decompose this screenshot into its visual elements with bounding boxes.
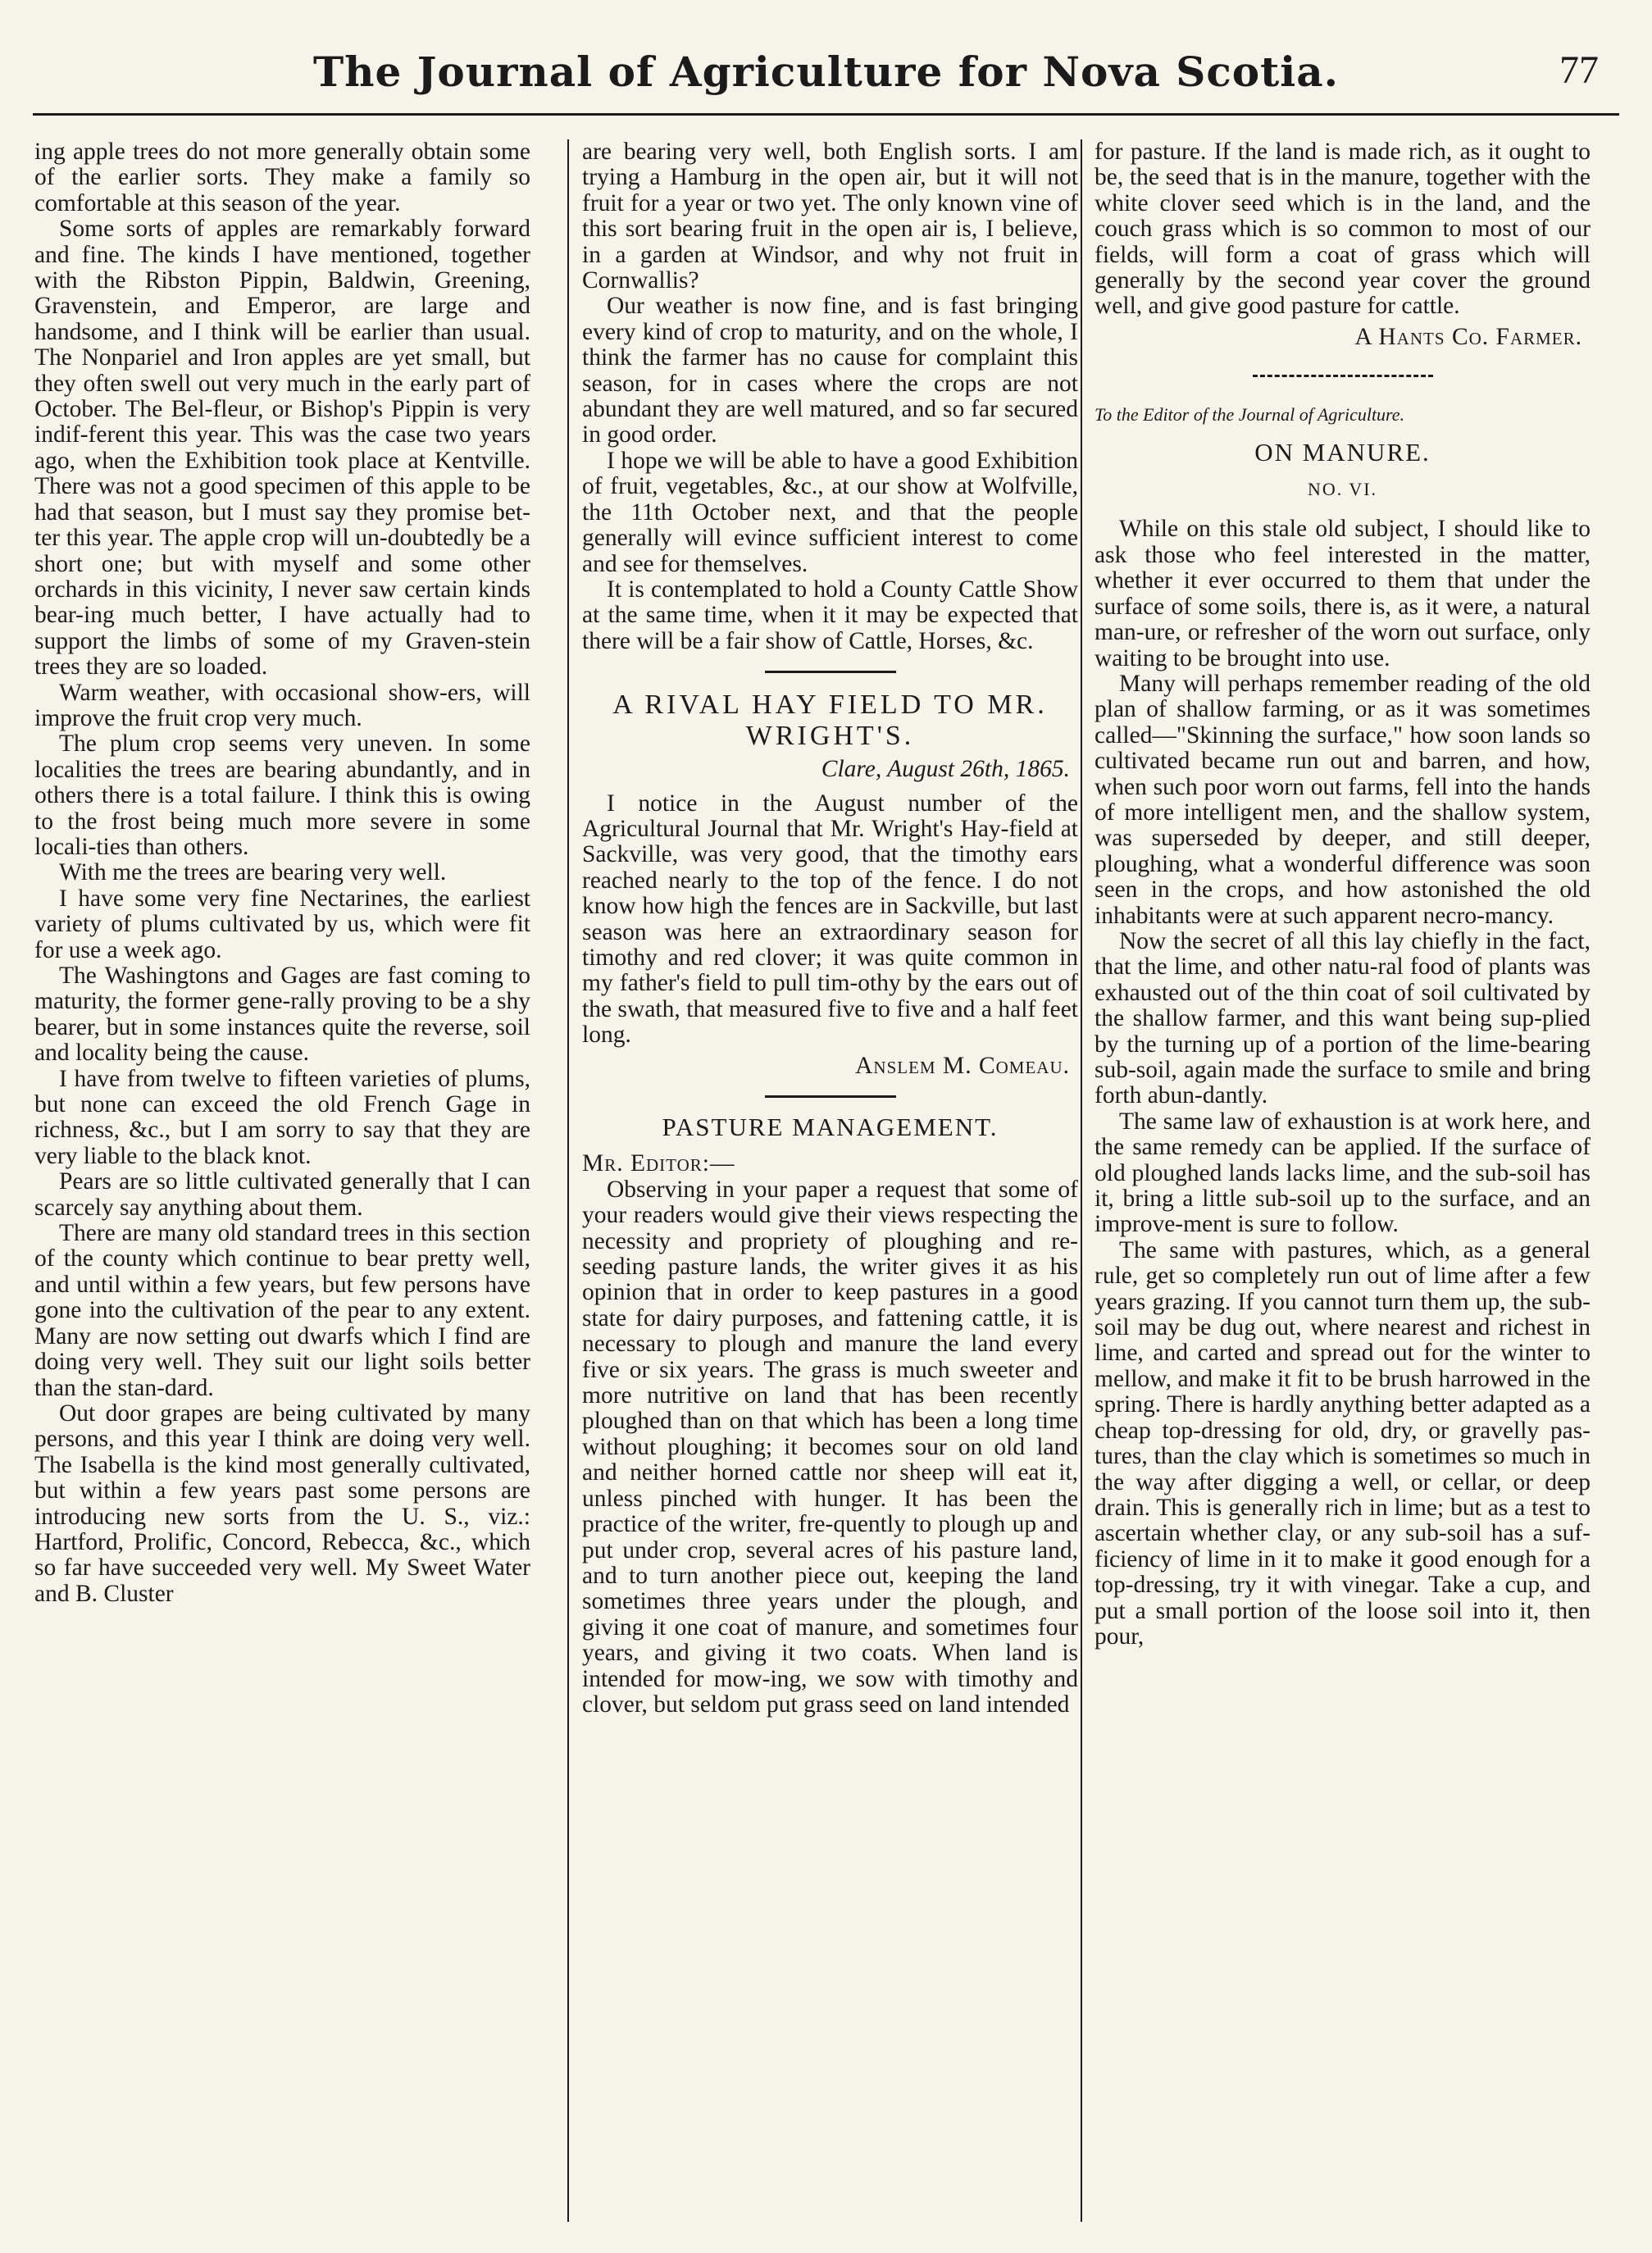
section-rule xyxy=(765,671,896,673)
paragraph: It is contemplated to hold a County Cattle Show at the same time, when it it may be expected that there will be a fair show of Cattle, Horses, &c. xyxy=(582,576,1078,654)
paragraph: The same with pastures, which, as a general rule, get so completely run out of lime after a few years grazing. If you cannot turn them up, the sub-soil may be dug out, where nearest and richest in lime, and carted and spread out for the winter to mellow, and make it fit to be brush harrowed in the spring. There is hardly anything better adapted as a cheap top-dressing for old, dry, or gravelly pas-tures, than the clay which is sometimes so much in the way after digging a well, or cellar, or deep drain. This is generally rich in lime; but as a test to ascertain whether clay, or any sub-soil has a suf-ficiency of lime in it to make it good enough for a top-dressing, try it with vinegar. Take a cup, and put a small portion of the loose soil into it, then pour, xyxy=(1095,1236,1591,1650)
paragraph: The plum crop seems very uneven. In some localities the trees are bearing abundantly, and in others there is a total failure. I think this is owing to the frost being much more severe in some locali-ties than others. xyxy=(34,731,530,860)
paragraph: There are many old standard trees in this section of the county which continue to bear pretty well, and until within a few years, but few persons have gone into the cultivation of the pear to any extent. Many are now setting out dwarfs which I find are doing very well. They suit our light soils better than the stan-dard. xyxy=(34,1220,530,1401)
paragraph: Warm weather, with occasional show-ers, will improve the fruit crop very much. xyxy=(34,679,530,731)
article-number: NO. VI. xyxy=(1307,479,1378,500)
page-number: 77 xyxy=(1559,48,1599,92)
paragraph: I hope we will be able to have a good Exhibition of fruit, vegetables, &c., at our show at Wolfville, the 11th October next, and that the people generally will evince sufficient interest to come and see for themselves. xyxy=(582,447,1078,577)
paragraph: ing apple trees do not more generally obtain some of the earlier sorts. They make a family so comfortable at this season of the year. xyxy=(34,139,530,216)
journal-title: The Journal of Agriculture for Nova Scotia. xyxy=(312,48,1340,96)
paragraph: While on this stale old subject, I should like to ask those who feel interested in the matter, whether it ever occurred to them that under the surface of some soils, there is, as it were, a natural man-ure, or refresher of the worn out surface, only waiting to be brought into use. xyxy=(1095,516,1591,671)
column-middle xyxy=(582,139,1078,2222)
paragraph: Some sorts of apples are remarkably forward and fine. The kinds I have mentioned, together with the Ribston Pippin, Baldwin, Greening, Gravenstein, and Emperor, are large and handsome, and I think will be earlier than usual. The Nonpariel and Iron apples are yet small, but they often swell out very much in the early part of October. The Bel-fleur, or Bishop's Pippin is very indif-ferent this year. This was the case two years ago, when the Exhibition took place at Kentville. There was not a good specimen of this apple to be had that season, but I must say they promise bet-ter this year. The apple crop will un-doubtedly be a short one; but with myself and some other orchards in this vicinity, I never saw certain kinds bear-ing much better, I have actually had to support the limbs of some of my Graven-stein trees they are so loaded. xyxy=(34,216,530,680)
header-rule xyxy=(33,113,1619,116)
article-title-rival-hay-field: A RIVAL HAY FIELD TO MR. WRIGHT'S. xyxy=(612,690,1048,752)
paragraph: Now the secret of all this lay chiefly in the fact, that the lime, and other natu-ral food of plants was exhausted out of the thin coat of soil cultivated by the shallow farmer, and this want being sup-plied by the turning up of a portion of the lime-bearing sub-soil, again made the surface to smile and bring forth abun-dantly. xyxy=(1095,927,1591,1109)
column-left xyxy=(34,139,530,2222)
paragraph: Pears are so little cultivated generally that I can scarcely say anything about them. xyxy=(34,1168,530,1221)
paragraph: The Washingtons and Gages are fast coming to maturity, the former gene-rally proving to be a shy bearer, but in some instances quite the reverse, soil and locality being the cause. xyxy=(34,963,530,1067)
paragraph: With me the trees are bearing very well. xyxy=(59,859,447,886)
column-divider xyxy=(567,139,569,2222)
article-signature: A Hants Co. Farmer. xyxy=(1354,323,1582,350)
paragraph: Observing in your paper a request that some of your readers would give their views respecting the necessity and propriety of ploughing and re-seeding pasture lands, the writer gives it as his opinion that in order to keep pastures in a good state for dairy purposes, and fattening cattle, it is necessary to plough and manure the land every five or six years. The grass is much sweeter and more nutritive on land that has been recently ploughed than on that which has been a long time without ploughing; it becomes sour on old land and neither horned cattle nor sheep will eat it, unless pinched with hunger. It has been the practice of the writer, fre-quently to plough up and put under crop, several acres of his pasture land, and to turn another piece out, keeping the land sometimes three years under the plough, and giving it one coat of manure, and sometimes four years, and giving it two coats. When land is intended for mow-ing, we sow with timothy and clover, but seldom put grass seed on land intended xyxy=(582,1176,1078,1718)
article-signature: Anslem M. Comeau. xyxy=(855,1052,1070,1079)
column-divider xyxy=(1081,139,1082,2222)
paragraph: Our weather is now fine, and is fast bringing every kind of crop to maturity, and on the whole, I think the farmer has no cause for complaint this season, for in cases where the crops are not abundant they are well matured, and so far secured in good order. xyxy=(582,293,1078,448)
page-header xyxy=(33,48,1619,97)
paragraph: I have from twelve to fifteen varieties of plums, but none can exceed the old French Gage in richness, &c., but I am sorry to say that they are very liable to the black knot. xyxy=(34,1065,530,1169)
paragraph: The same law of exhaustion is at work here, and the same remedy can be applied. If the surface of old ploughed lands lacks lime, and the sub-soil has it, bring a little sub-soil up to the surface, and an improve-ment is sure to follow. xyxy=(1095,1108,1591,1238)
section-rule xyxy=(765,1095,896,1098)
column-right xyxy=(1095,139,1591,2222)
salutation: Mr. Editor:— xyxy=(582,1150,735,1177)
paragraph: for pasture. If the land is made rich, as it ought to be, the seed that is in the manure, together with the white clover seed which is in the land, and the couch grass which is so common to most of our fields, will form a coat of grass which will generally by the second year cover the ground well, and give good pasture for cattle. xyxy=(1095,139,1591,320)
section-rule xyxy=(1253,375,1433,377)
paragraph: I notice in the August number of the Agricultural Journal that Mr. Wright's Hay-field at Sackville, was very good, that the timothy ears reached nearly to the top of the fence. I do not know how high the fences are in Sackville, but last season was here an extraordinary season for timothy and red clover; it was quite common in my father's field to pull tim-othy by the ears out of the swath, that measured five to five and a half feet long. xyxy=(582,790,1078,1049)
article-title-on-manure: ON MANURE. xyxy=(1254,437,1431,467)
article-title-pasture-management: PASTURE MANAGEMENT. xyxy=(662,1113,999,1141)
article-dateline: Clare, August 26th, 1865. xyxy=(821,756,1070,783)
paragraph: Many will perhaps remember reading of the old plan of shallow farming, or as it was sometimes called—"Skinning the surface," how soon lands so cultivated became run out and barren, and how, when such poor worn out farms, fell into the hands of more intelligent men, and the shallow system, was superseded by deeper, and still deeper, ploughing, what a wonderful difference was soon seen in the crops, and how astonished the old inhabitants were at such apparent necro-mancy. xyxy=(1095,670,1591,929)
paragraph: are bearing very well, both English sorts. I am trying a Hamburg in the open air, but it will not fruit for a year or two yet. The only known vine of this sort bearing fruit in the open air is, I believe, in a garden at Windsor, and why not fruit in Cornwallis? xyxy=(582,139,1078,294)
paragraph: Out door grapes are being cultivated by many persons, and this year I think are doing very well. The Isabella is the kind most generally cultivated, but within a few years past some persons are introducing new sorts from the U. S., viz.: Hartford, Prolific, Concord, Rebecca, &c., which so far have succeeded very well. My Sweet Water and B. Cluster xyxy=(34,1400,530,1607)
paragraph: I have some very fine Nectarines, the earliest variety of plums cultivated by us, which were fit for use a week ago. xyxy=(34,885,530,963)
editor-address: To the Editor of the Journal of Agriculture. xyxy=(1095,404,1405,426)
